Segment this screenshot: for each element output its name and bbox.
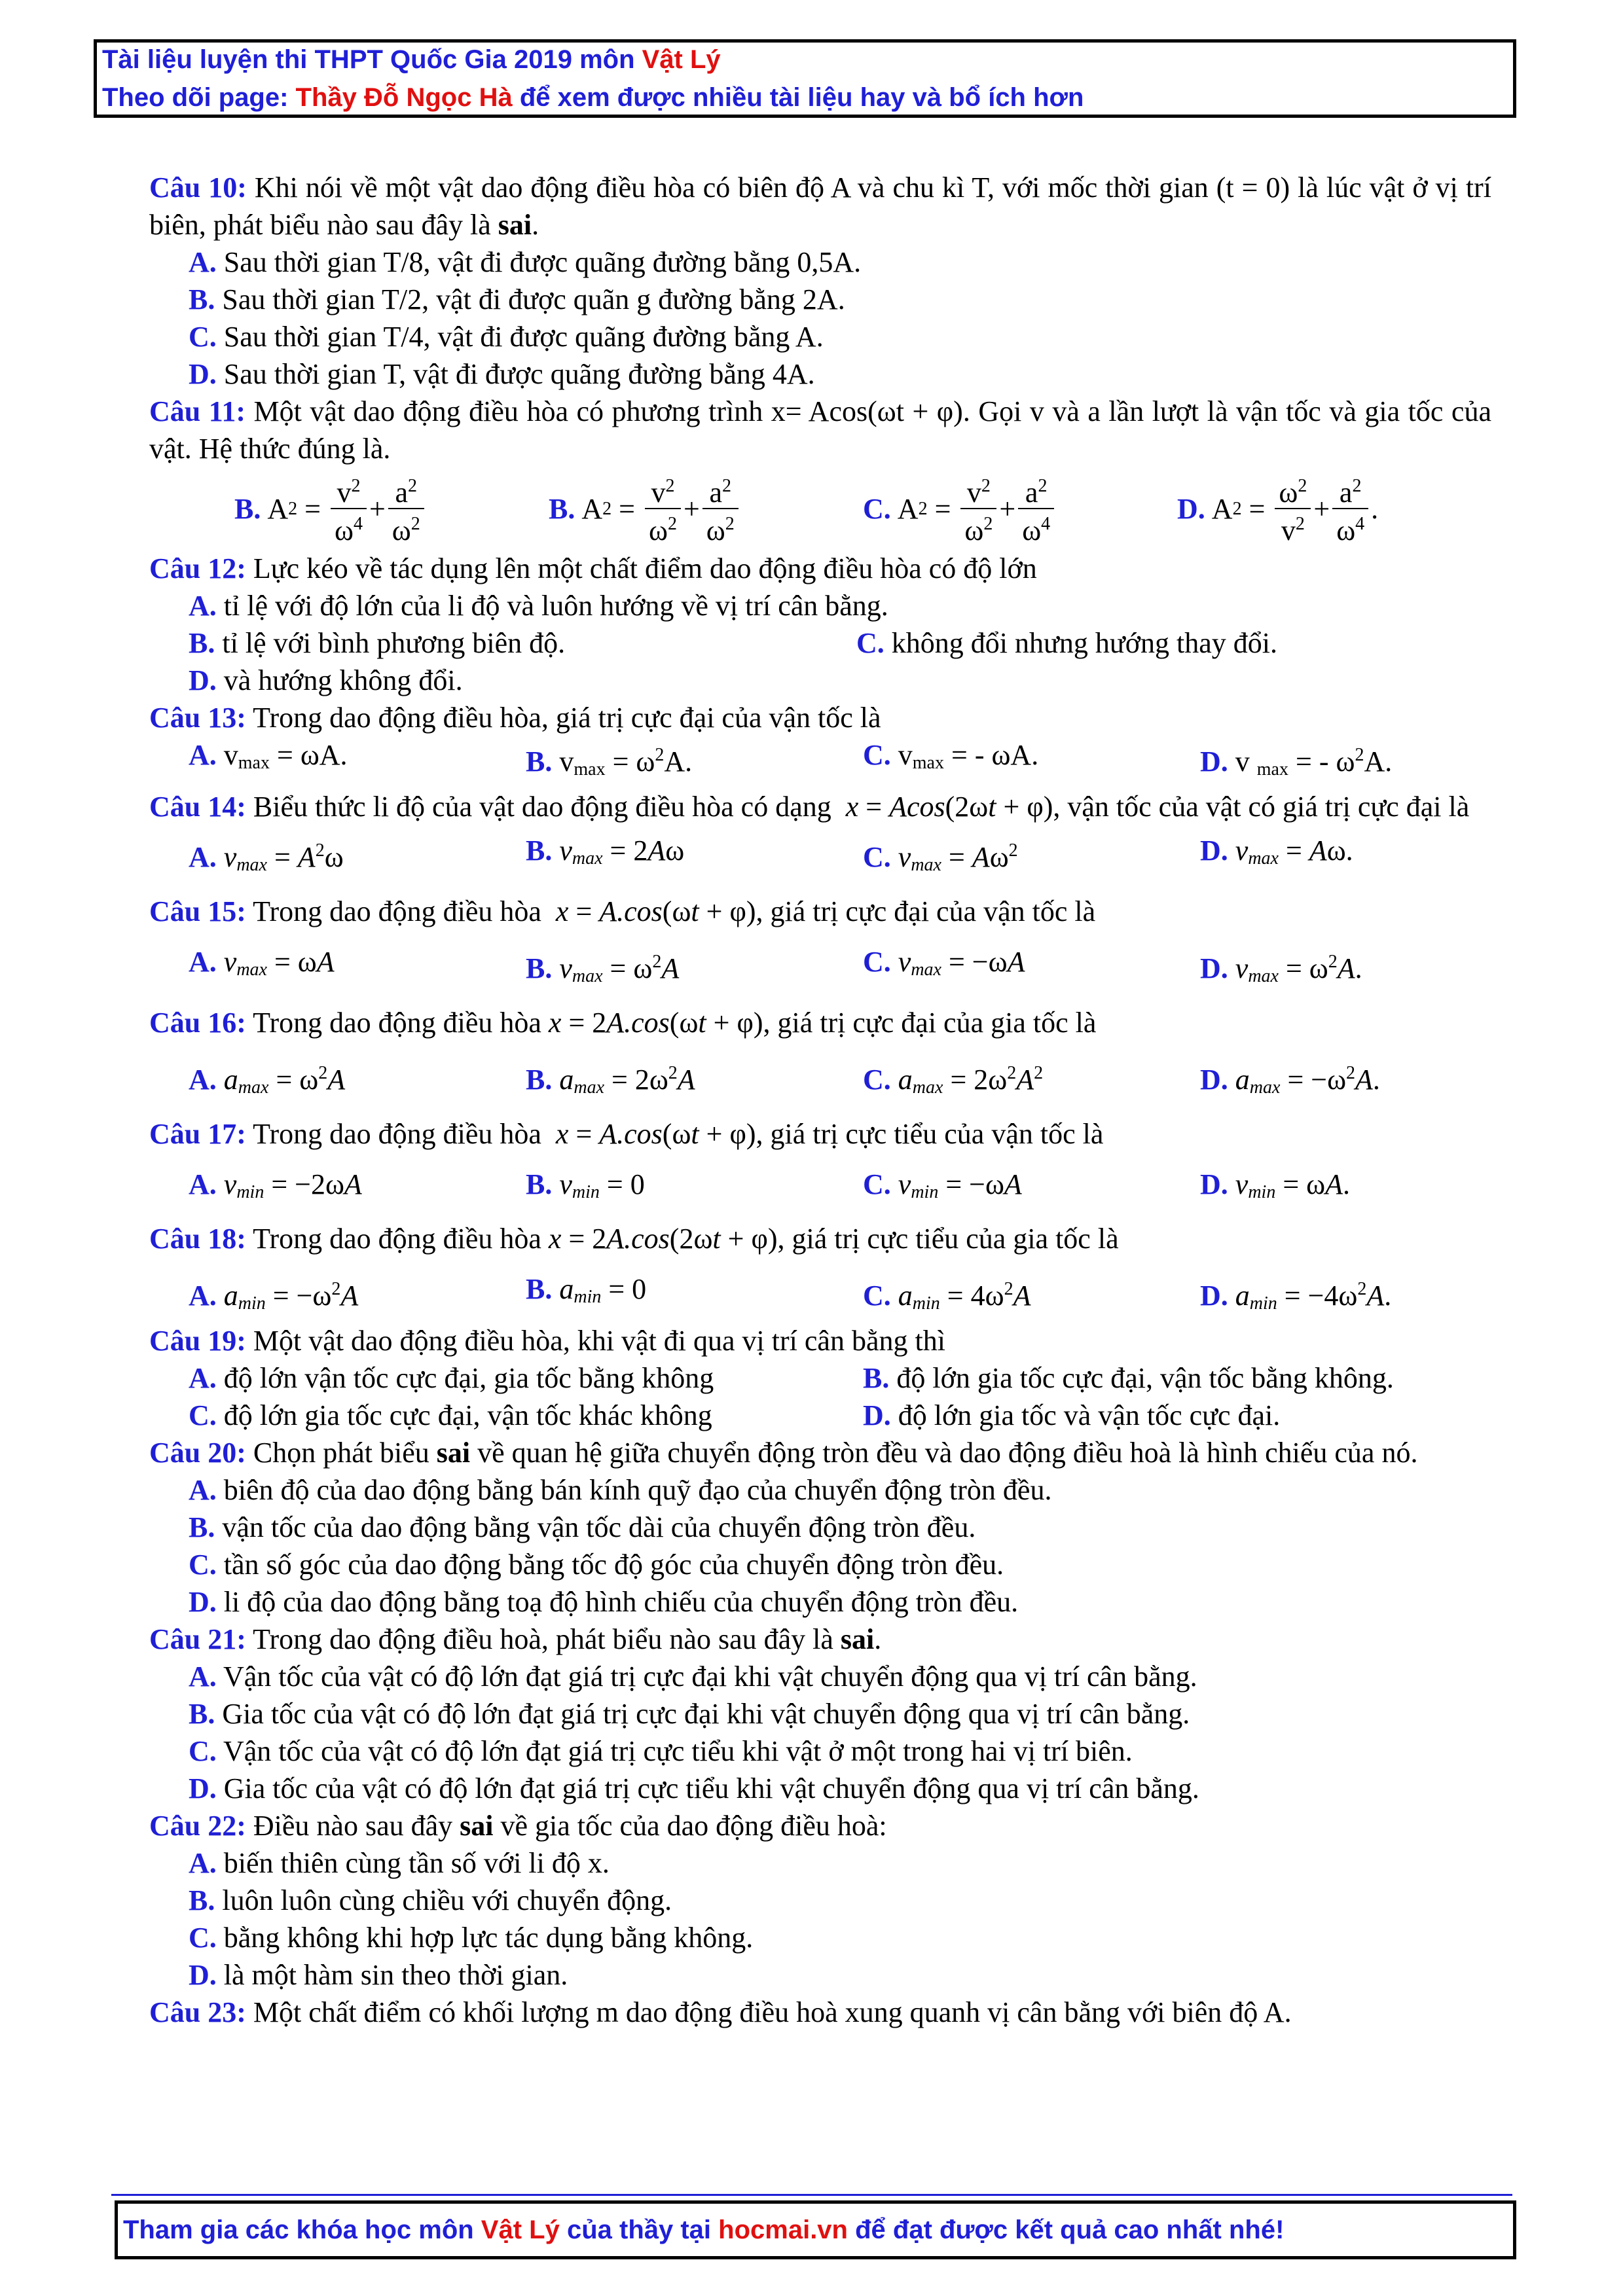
option-d: D. $a_{min} = -4\omega^2A$. [1200, 1279, 1392, 1314]
question-15: Câu 15: Trong dao động điều hòa x = A.cos(ωt + φ), giá trị cực đại của vận tốc là [149, 895, 1096, 927]
options-row [189, 736, 1491, 788]
options-row [189, 1397, 1491, 1434]
question-18: Câu 18: Trong dao động điều hòa x = 2A.cos(2ωt + φ), giá trị cực tiểu của gia tốc là [149, 1223, 1119, 1255]
question-23: Câu 23: Một chất điểm có khối lượng m dao động điều hoà xung quanh vị cân bằng với biên độ A. [149, 1996, 1292, 2028]
options-row [189, 1054, 1491, 1106]
option-a: A. độ lớn vận tốc cực đại, gia tốc bằng không [189, 1362, 714, 1394]
question-12: Câu 12: Lực kéo về tác dụng lên một chất điểm dao động điều hòa có độ lớn [149, 552, 1037, 584]
option-c: C. $v_{max}$ = - ωA. [863, 739, 1039, 773]
option-b: B. $v_{max} = 2A\omega$ [526, 834, 685, 869]
option-b: B. tỉ lệ với bình phương biên độ. [189, 627, 566, 659]
footer-divider [111, 2194, 1512, 2196]
question-16: Câu 16: Trong dao động điều hòa x = 2A.cos(ωt + φ), giá trị cực đại của gia tốc là [149, 1007, 1097, 1039]
option-b: B. $v_{max} = \omega^2A$ [526, 952, 680, 986]
option-d: D. li độ của dao động bằng toạ độ hình chiếu của chuyển động tròn đều. [189, 1586, 1019, 1618]
option-d: D. $v_{max} = A\omega$. [1200, 834, 1353, 869]
option-d: D. v $_{max}$ = - $\omega^2A$. [1200, 745, 1393, 780]
site-link[interactable]: hocmai.vn [718, 2215, 848, 2244]
option-c: C. $v_{min} = -\omega A$ [863, 1168, 1022, 1202]
header-box [94, 39, 1516, 118]
option-c: C. không đổi nhưng hướng thay đổi. [856, 627, 1277, 659]
option-a: A. biến thiên cùng tần số với li độ x. [189, 1847, 610, 1879]
option-d-formula: D. A 2 = $\frac{\omega^2}{v^2}$ + $\frac{a^2}{\omega^4}$ . [1177, 471, 1491, 546]
header-line-1: Tài liệu luyện thi THPT Quốc Gia 2019 môn Vật Lý [102, 45, 721, 74]
option-b: B. luôn luôn cùng chiều với chuyển động. [189, 1884, 672, 1916]
option-d: D. $v_{min} = \omega A$. [1200, 1168, 1350, 1202]
option-b: B. $v_{max} = \omega^2A$. [526, 745, 693, 780]
option-a: A. $v_{max} = A^2\omega$ [189, 840, 344, 875]
option-a: A. Vận tốc của vật có độ lớn đạt giá trị cực đại khi vật chuyển động qua vị trí cân bằng. [189, 1660, 1197, 1693]
options-row [189, 624, 1491, 662]
option-a: A. biên độ của dao động bằng bán kính quỹ đạo của chuyển động tròn đều. [189, 1474, 1052, 1506]
options-row [189, 832, 1491, 884]
question-14: Câu 14: Biểu thức li độ của vật dao động điều hòa có dạng x = Acos(2ωt + φ), vận tốc của vật có giá trị cực đại là [149, 791, 1470, 823]
option-c: C. Vận tốc của vật có độ lớn đạt giá trị cực tiểu khi vật ở một trong hai vị trí biên. [189, 1735, 1133, 1767]
question-11: Câu 11: Một vật dao động điều hòa có phương trình x= Acos(ωt + φ). Gọi v và a lần lượt là vận tốc và gia tốc của vật. Hệ thức đúng là. [149, 395, 1491, 465]
option-a: A. Sau thời gian T/8, vật đi được quãng đường bằng 0,5A. [189, 246, 862, 278]
option-a: A. tỉ lệ với độ lớn của li độ và luôn hướng về vị trí cân bằng. [189, 590, 888, 622]
option-b: B. Sau thời gian T/2, vật đi được quãn g đường bằng 2A. [189, 283, 845, 315]
option-d: D. độ lớn gia tốc và vận tốc cực đại. [863, 1399, 1281, 1431]
option-b: B. Gia tốc của vật có độ lớn đạt giá trị cực đại khi vật chuyển động qua vị trí cân bằng. [189, 1698, 1190, 1730]
options-row [189, 943, 1491, 995]
option-a: A. $v_{min} = -2\omega A$ [189, 1168, 362, 1202]
options-row [189, 1270, 1491, 1322]
option-c: C. bằng không khi hợp lực tác dụng bằng không. [189, 1922, 754, 1954]
option-b: B. $v_{min} = 0$ [526, 1168, 645, 1202]
option-b-formula: B. A 2 = $\frac{v^2}{\omega^4}$ + $\frac{a^2}{\omega^2}$ [234, 471, 549, 546]
formula-options [234, 471, 1491, 546]
option-c: C. tần số góc của dao động bằng tốc độ góc của chuyển động tròn đều. [189, 1549, 1004, 1581]
question-17: Câu 17: Trong dao động điều hòa x = A.cos(ωt + φ), giá trị cực tiểu của vận tốc là [149, 1118, 1104, 1150]
option-c: C. $a_{max} = 2\omega^2A^2$ [863, 1063, 1044, 1098]
option-b2-formula: B. A 2 = $\frac{v^2}{\omega^2}$ + $\frac{a^2}{\omega^2}$ [549, 471, 863, 546]
option-b: B. $a_{min} = 0$ [526, 1273, 647, 1307]
options-row [189, 1359, 1491, 1397]
question-10: Câu 10: Khi nói về một vật dao động điều hòa có biên độ A và chu kì T, với mốc thời gian (t = 0) là lúc vật ở vị trí biên, phát biểu nào sau đây là sai. [149, 171, 1491, 241]
option-a: A. $a_{max} = \omega^2A$ [189, 1063, 346, 1098]
option-b: B. vận tốc của dao động bằng vận tốc dài của chuyển động tròn đều. [189, 1511, 976, 1543]
question-13: Câu 13: Trong dao động điều hòa, giá trị cực đại của vận tốc là [149, 702, 881, 734]
option-a: A. $v_{max} = \omega A$ [189, 946, 335, 980]
option-c: C. $v_{max} = A\omega^2$ [863, 840, 1018, 875]
options-row [189, 1166, 1491, 1211]
option-c: C. $a_{min} = 4\omega^2A$ [863, 1279, 1031, 1314]
option-c: C. $v_{max} = -\omega A$ [863, 946, 1025, 980]
option-d: D. là một hàm sin theo thời gian. [189, 1959, 568, 1991]
option-d: D. $v_{max} = \omega^2A$. [1200, 952, 1362, 986]
option-c-formula: C. A 2 = $\frac{v^2}{\omega^2}$ + $\frac{a^2}{\omega^4}$ [863, 471, 1177, 546]
question-19: Câu 19: Một vật dao động điều hòa, khi vật đi qua vị trí cân bằng thì [149, 1325, 945, 1357]
option-c: C. Sau thời gian T/4, vật đi được quãng đường bằng A. [189, 321, 824, 353]
question-21: Câu 21: Trong dao động điều hoà, phát biểu nào sau đây là sai. [149, 1623, 882, 1655]
option-c: C. độ lớn gia tốc cực đại, vận tốc khác không [189, 1399, 712, 1431]
question-20: Câu 20: Chọn phát biểu sai về quan hệ giữa chuyển động tròn đều và dao động điều hoà là hình chiếu của nó. [149, 1437, 1418, 1469]
option-a: A. $a_{min} = -\omega^2A$ [189, 1279, 359, 1314]
question-22: Câu 22: Điều nào sau đây sai về gia tốc của dao động điều hoà: [149, 1810, 887, 1842]
question-list [149, 169, 1491, 2031]
header-line-2: Theo dõi page: Thầy Đỗ Ngọc Hà để xem được nhiều tài liệu hay và bổ ích hơn [102, 83, 1084, 112]
option-d: D. Gia tốc của vật có độ lớn đạt giá trị cực tiểu khi vật chuyển động qua vị trí cân bằng. [189, 1772, 1199, 1804]
option-d: D. Sau thời gian T, vật đi được quãng đường bằng 4A. [189, 358, 815, 390]
option-d: D. và hướng không đổi. [189, 664, 463, 696]
option-b: B. $a_{max} = 2\omega^2A$ [526, 1063, 695, 1098]
option-d: D. $a_{max} = -\omega^2A$. [1200, 1063, 1380, 1098]
option-a: A. $v_{max} = \omega A$. [189, 739, 348, 773]
footer-box: Tham gia các khóa học môn Vật Lý của thầy tại hocmai.vn để đạt được kết quả cao nhất nhé! [115, 2200, 1516, 2259]
option-b: B. độ lớn gia tốc cực đại, vận tốc bằng không. [863, 1362, 1394, 1394]
